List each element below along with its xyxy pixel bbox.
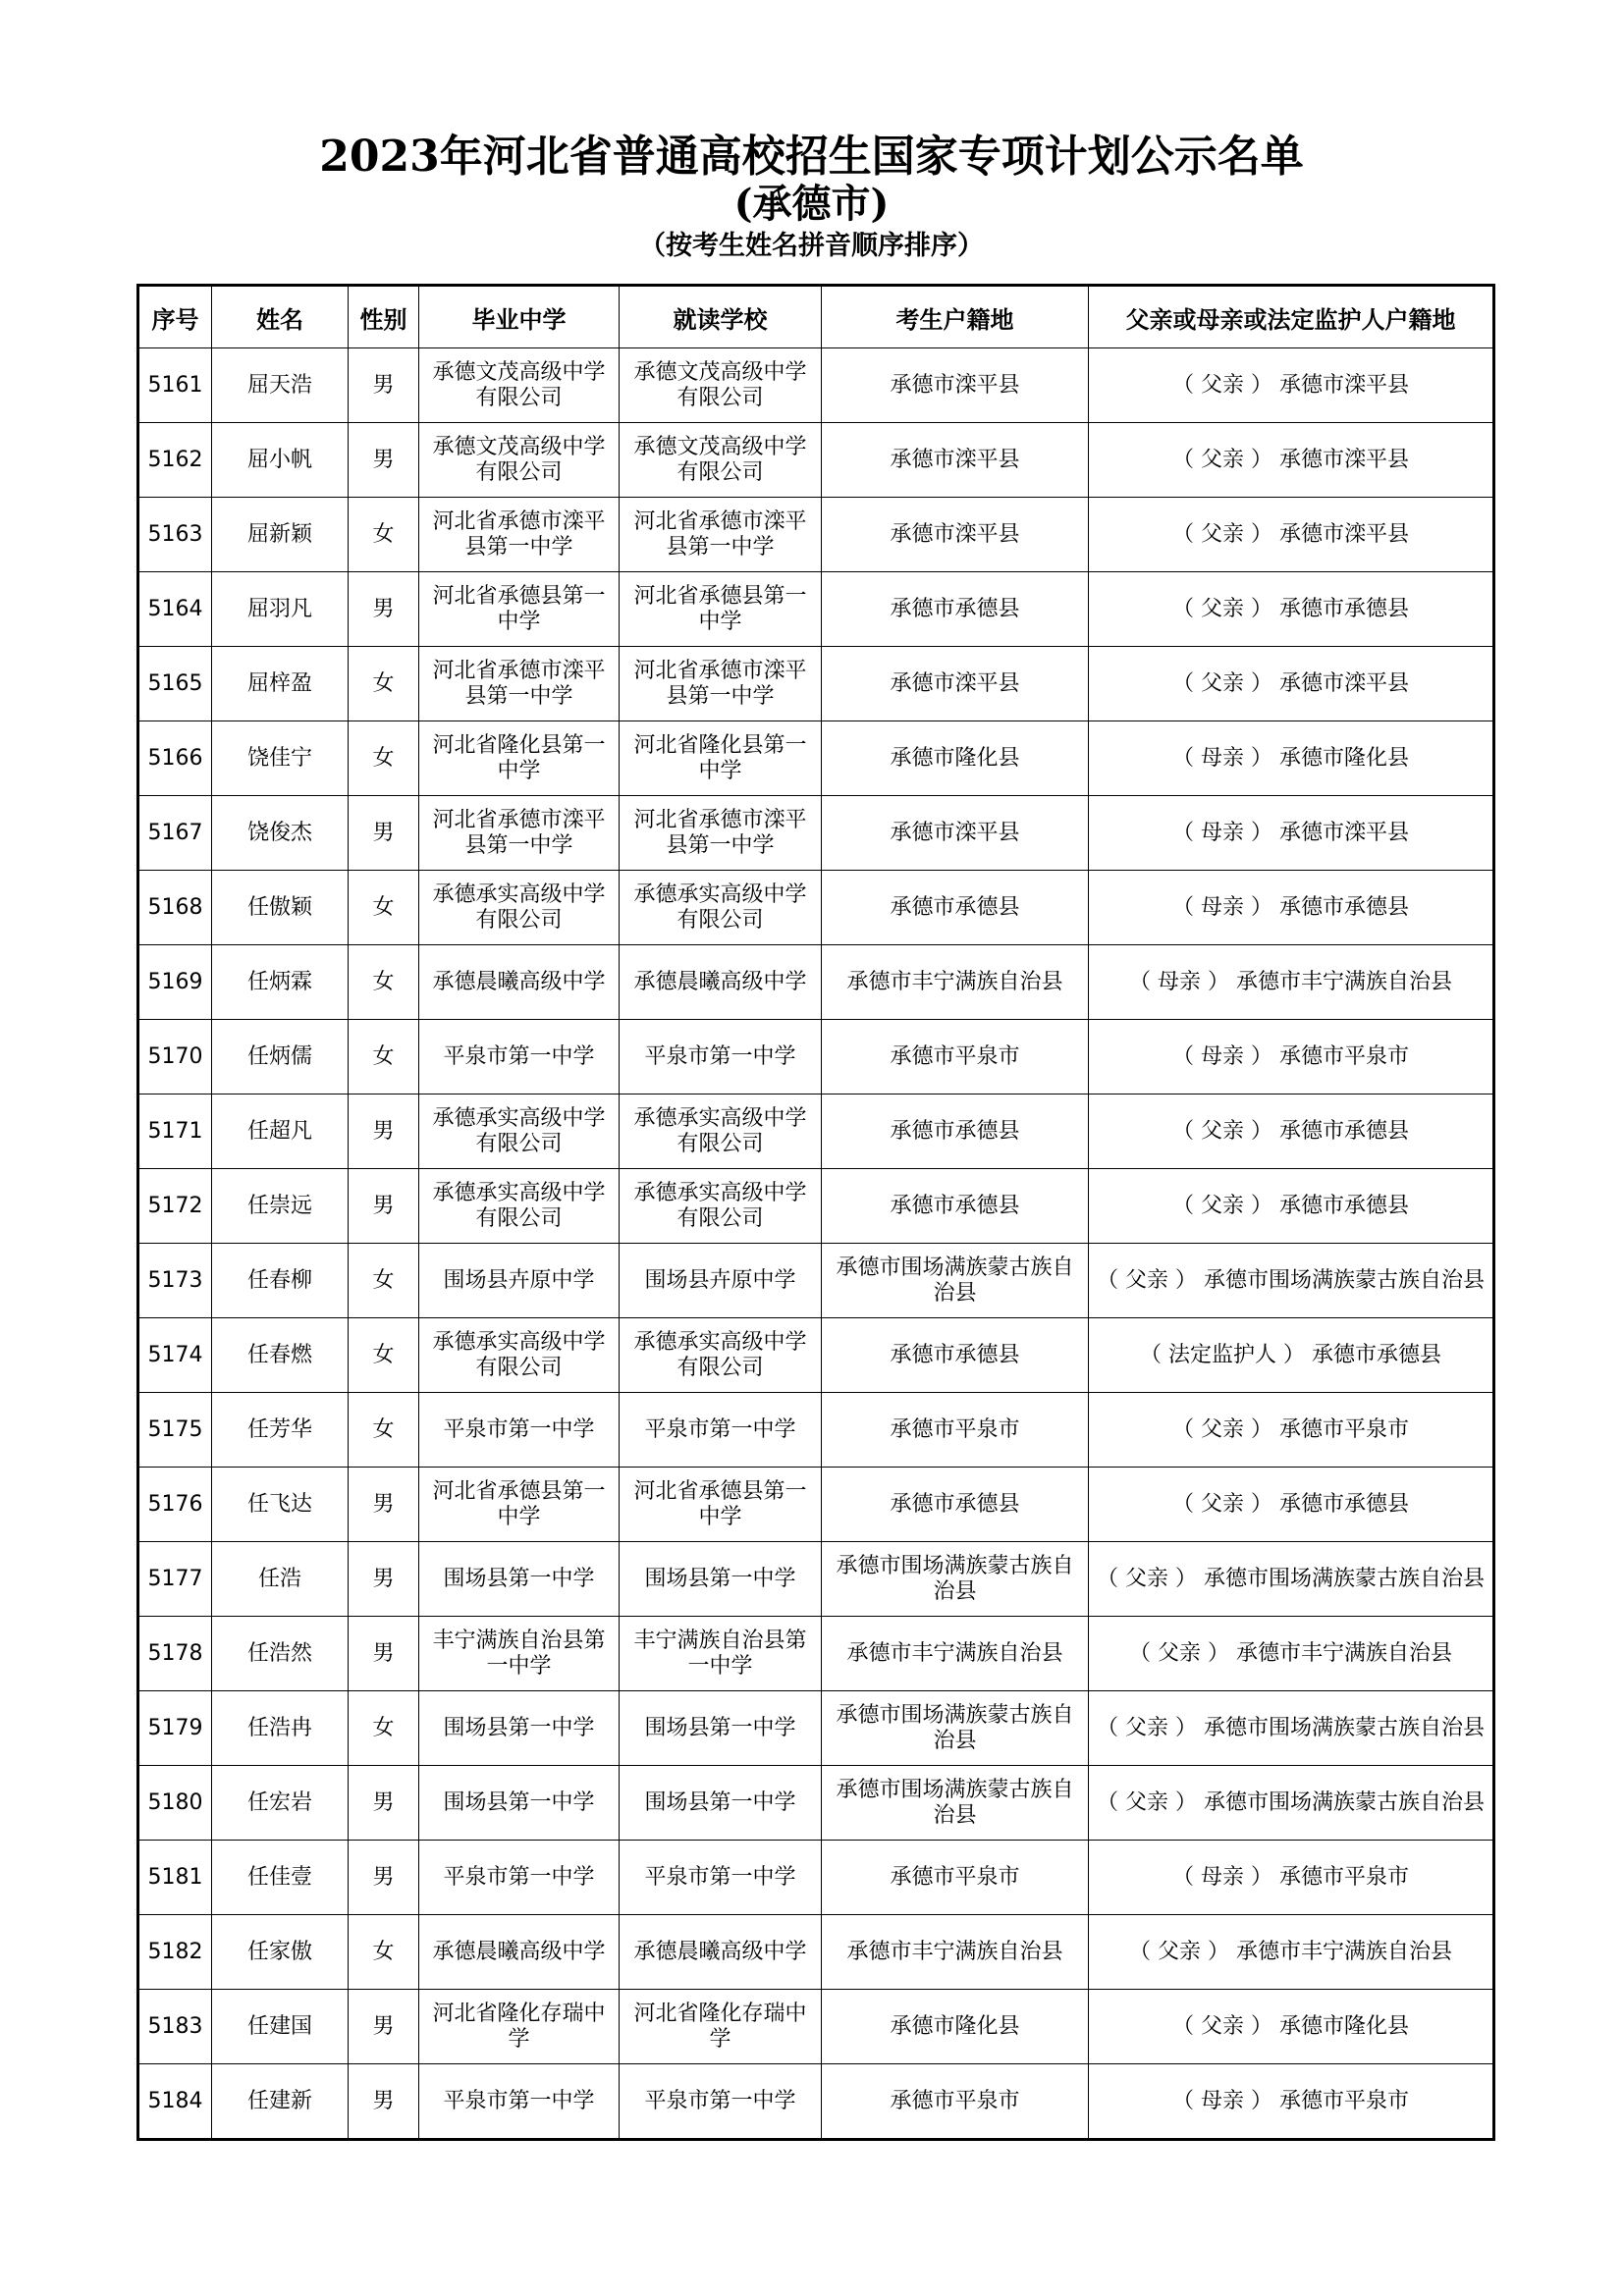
cell-seq: 5181 (138, 1841, 212, 1915)
cell-current-school: 河北省隆化存瑞中学 (620, 1990, 822, 2064)
cell-current-school: 围场县第一中学 (620, 1542, 822, 1617)
table-body (138, 348, 1494, 2140)
cell-hukou: 承德市丰宁满族自治县 (822, 1617, 1089, 1691)
cell-seq: 5164 (138, 572, 212, 647)
cell-parent-hukou: （ 父亲 ） 承德市滦平县 (1089, 423, 1494, 498)
cell-sex: 女 (349, 1691, 419, 1766)
cell-hukou: 承德市承德县 (822, 1468, 1089, 1542)
cell-seq: 5173 (138, 1244, 212, 1318)
cell-sex: 男 (349, 1542, 419, 1617)
table-row (138, 1841, 1494, 1915)
cell-grad-school: 丰宁满族自治县第一中学 (419, 1617, 620, 1691)
cell-name: 任建新 (212, 2064, 349, 2140)
cell-sex: 女 (349, 1915, 419, 1990)
cell-hukou: 承德市隆化县 (822, 721, 1089, 796)
column-header-hukou: 考生户籍地 (822, 286, 1089, 348)
cell-grad-school: 承德文茂高级中学有限公司 (419, 348, 620, 423)
cell-grad-school: 承德承实高级中学有限公司 (419, 1169, 620, 1244)
cell-parent-hukou: （ 母亲 ） 承德市滦平县 (1089, 796, 1494, 871)
table-row (138, 1244, 1494, 1318)
cell-grad-school: 河北省承德市滦平县第一中学 (419, 796, 620, 871)
cell-seq: 5184 (138, 2064, 212, 2140)
cell-hukou: 承德市承德县 (822, 1169, 1089, 1244)
cell-current-school: 围场县第一中学 (620, 1691, 822, 1766)
cell-grad-school: 河北省隆化县第一中学 (419, 721, 620, 796)
cell-current-school: 河北省承德市滦平县第一中学 (620, 498, 822, 572)
table-row (138, 1617, 1494, 1691)
cell-parent-hukou: （ 母亲 ） 承德市平泉市 (1089, 1020, 1494, 1095)
cell-current-school: 平泉市第一中学 (620, 1841, 822, 1915)
cell-sex: 男 (349, 2064, 419, 2140)
cell-grad-school: 承德承实高级中学有限公司 (419, 1318, 620, 1393)
table-row (138, 1766, 1494, 1841)
cell-hukou: 承德市围场满族蒙古族自治县 (822, 1766, 1089, 1841)
cell-parent-hukou: （ 父亲 ） 承德市承德县 (1089, 1095, 1494, 1169)
cell-name: 饶俊杰 (212, 796, 349, 871)
cell-hukou: 承德市平泉市 (822, 2064, 1089, 2140)
cell-hukou: 承德市滦平县 (822, 348, 1089, 423)
cell-hukou: 承德市围场满族蒙古族自治县 (822, 1542, 1089, 1617)
cell-sex: 女 (349, 498, 419, 572)
cell-grad-school: 承德晨曦高级中学 (419, 1915, 620, 1990)
cell-parent-hukou: （ 母亲 ） 承德市平泉市 (1089, 1841, 1494, 1915)
cell-current-school: 承德晨曦高级中学 (620, 1915, 822, 1990)
cell-name: 任浩然 (212, 1617, 349, 1691)
cell-current-school: 平泉市第一中学 (620, 2064, 822, 2140)
cell-seq: 5171 (138, 1095, 212, 1169)
page-subtitle: (承德市) (733, 181, 890, 227)
cell-sex: 男 (349, 1617, 419, 1691)
column-header-name: 姓名 (212, 286, 349, 348)
cell-hukou: 承德市承德县 (822, 1318, 1089, 1393)
cell-sex: 女 (349, 647, 419, 721)
cell-sex: 男 (349, 1841, 419, 1915)
cell-hukou: 承德市丰宁满族自治县 (822, 945, 1089, 1020)
cell-seq: 5178 (138, 1617, 212, 1691)
column-header-current-school: 就读学校 (620, 286, 822, 348)
cell-sex: 女 (349, 1318, 419, 1393)
cell-sex: 女 (349, 945, 419, 1020)
candidate-table (136, 284, 1495, 2141)
cell-seq: 5165 (138, 647, 212, 721)
table-row (138, 1393, 1494, 1468)
cell-hukou: 承德市承德县 (822, 1095, 1089, 1169)
cell-grad-school: 河北省承德县第一中学 (419, 572, 620, 647)
cell-seq: 5170 (138, 1020, 212, 1095)
cell-hukou: 承德市滦平县 (822, 423, 1089, 498)
cell-grad-school: 河北省承德县第一中学 (419, 1468, 620, 1542)
cell-hukou: 承德市滦平县 (822, 647, 1089, 721)
cell-sex: 男 (349, 1169, 419, 1244)
cell-seq: 5172 (138, 1169, 212, 1244)
table-row (138, 647, 1494, 721)
cell-sex: 男 (349, 572, 419, 647)
cell-hukou: 承德市平泉市 (822, 1020, 1089, 1095)
cell-name: 任芳华 (212, 1393, 349, 1468)
cell-seq: 5166 (138, 721, 212, 796)
cell-grad-school: 平泉市第一中学 (419, 2064, 620, 2140)
cell-grad-school: 河北省承德市滦平县第一中学 (419, 498, 620, 572)
cell-seq: 5161 (138, 348, 212, 423)
cell-parent-hukou: （ 母亲 ） 承德市平泉市 (1089, 2064, 1494, 2140)
cell-grad-school: 平泉市第一中学 (419, 1393, 620, 1468)
cell-name: 任傲颖 (212, 871, 349, 945)
cell-current-school: 围场县卉原中学 (620, 1244, 822, 1318)
cell-current-school: 河北省隆化县第一中学 (620, 721, 822, 796)
cell-parent-hukou: （ 母亲 ） 承德市丰宁满族自治县 (1089, 945, 1494, 1020)
table-row (138, 572, 1494, 647)
cell-grad-school: 平泉市第一中学 (419, 1841, 620, 1915)
cell-name: 任超凡 (212, 1095, 349, 1169)
cell-current-school: 承德晨曦高级中学 (620, 945, 822, 1020)
cell-seq: 5182 (138, 1915, 212, 1990)
table-row (138, 721, 1494, 796)
cell-parent-hukou: （ 父亲 ） 承德市围场满族蒙古族自治县 (1089, 1766, 1494, 1841)
cell-parent-hukou: （ 父亲 ） 承德市滦平县 (1089, 348, 1494, 423)
cell-hukou: 承德市丰宁满族自治县 (822, 1915, 1089, 1990)
table-row (138, 796, 1494, 871)
cell-grad-school: 承德承实高级中学有限公司 (419, 1095, 620, 1169)
cell-name: 任春燃 (212, 1318, 349, 1393)
cell-seq: 5174 (138, 1318, 212, 1393)
cell-sex: 男 (349, 1468, 419, 1542)
cell-name: 任飞达 (212, 1468, 349, 1542)
cell-name: 任春柳 (212, 1244, 349, 1318)
cell-hukou: 承德市平泉市 (822, 1393, 1089, 1468)
cell-name: 屈羽凡 (212, 572, 349, 647)
table-row (138, 1095, 1494, 1169)
cell-sex: 女 (349, 721, 419, 796)
cell-grad-school: 承德晨曦高级中学 (419, 945, 620, 1020)
cell-parent-hukou: （ 父亲 ） 承德市隆化县 (1089, 1990, 1494, 2064)
cell-current-school: 承德承实高级中学有限公司 (620, 1095, 822, 1169)
cell-seq: 5162 (138, 423, 212, 498)
cell-parent-hukou: （ 父亲 ） 承德市滦平县 (1089, 647, 1494, 721)
cell-current-school: 围场县第一中学 (620, 1766, 822, 1841)
cell-name: 屈天浩 (212, 348, 349, 423)
cell-name: 任浩 (212, 1542, 349, 1617)
column-header-sex: 性别 (349, 286, 419, 348)
table-row (138, 2064, 1494, 2140)
cell-current-school: 承德承实高级中学有限公司 (620, 1318, 822, 1393)
sort-note: （按考生姓名拼音顺序排序） (639, 231, 984, 261)
cell-current-school: 承德文茂高级中学有限公司 (620, 423, 822, 498)
column-header-parent-hukou: 父亲或母亲或法定监护人户籍地 (1089, 286, 1494, 348)
cell-parent-hukou: （ 父亲 ） 承德市承德县 (1089, 1468, 1494, 1542)
cell-grad-school: 承德承实高级中学有限公司 (419, 871, 620, 945)
cell-sex: 女 (349, 871, 419, 945)
cell-name: 屈梓盈 (212, 647, 349, 721)
cell-parent-hukou: （ 法定监护人 ） 承德市承德县 (1089, 1318, 1494, 1393)
cell-parent-hukou: （ 父亲 ） 承德市丰宁满族自治县 (1089, 1617, 1494, 1691)
cell-parent-hukou: （ 父亲 ） 承德市平泉市 (1089, 1393, 1494, 1468)
cell-seq: 5168 (138, 871, 212, 945)
cell-parent-hukou: （ 父亲 ） 承德市围场满族蒙古族自治县 (1089, 1691, 1494, 1766)
cell-seq: 5167 (138, 796, 212, 871)
cell-name: 任崇远 (212, 1169, 349, 1244)
cell-parent-hukou: （ 父亲 ） 承德市滦平县 (1089, 498, 1494, 572)
cell-parent-hukou: （ 母亲 ） 承德市承德县 (1089, 871, 1494, 945)
cell-sex: 女 (349, 1244, 419, 1318)
cell-current-school: 平泉市第一中学 (620, 1393, 822, 1468)
cell-grad-school: 围场县第一中学 (419, 1766, 620, 1841)
cell-name: 屈新颖 (212, 498, 349, 572)
cell-current-school: 承德文茂高级中学有限公司 (620, 348, 822, 423)
table-row (138, 1169, 1494, 1244)
cell-name: 任佳壹 (212, 1841, 349, 1915)
cell-name: 屈小帆 (212, 423, 349, 498)
cell-seq: 5176 (138, 1468, 212, 1542)
cell-seq: 5177 (138, 1542, 212, 1617)
cell-sex: 男 (349, 1990, 419, 2064)
table-row (138, 1915, 1494, 1990)
cell-parent-hukou: （ 父亲 ） 承德市承德县 (1089, 572, 1494, 647)
cell-current-school: 河北省承德县第一中学 (620, 572, 822, 647)
cell-sex: 男 (349, 348, 419, 423)
cell-hukou: 承德市围场满族蒙古族自治县 (822, 1244, 1089, 1318)
cell-seq: 5169 (138, 945, 212, 1020)
cell-sex: 男 (349, 1766, 419, 1841)
cell-grad-school: 河北省隆化存瑞中学 (419, 1990, 620, 2064)
cell-current-school: 承德承实高级中学有限公司 (620, 1169, 822, 1244)
cell-seq: 5180 (138, 1766, 212, 1841)
cell-current-school: 河北省承德市滦平县第一中学 (620, 796, 822, 871)
column-header-grad-school: 毕业中学 (419, 286, 620, 348)
cell-current-school: 平泉市第一中学 (620, 1020, 822, 1095)
cell-seq: 5175 (138, 1393, 212, 1468)
cell-seq: 5163 (138, 498, 212, 572)
table-row (138, 871, 1494, 945)
cell-hukou: 承德市平泉市 (822, 1841, 1089, 1915)
table-row (138, 945, 1494, 1020)
cell-hukou: 承德市承德县 (822, 572, 1089, 647)
cell-name: 任宏岩 (212, 1766, 349, 1841)
table-row (138, 1318, 1494, 1393)
table-row (138, 1990, 1494, 2064)
cell-hukou: 承德市隆化县 (822, 1990, 1089, 2064)
page-title: 2023年河北省普通高校招生国家专项计划公示名单 (319, 132, 1304, 182)
cell-name: 任炳霖 (212, 945, 349, 1020)
table-row (138, 423, 1494, 498)
cell-sex: 女 (349, 1020, 419, 1095)
cell-hukou: 承德市承德县 (822, 871, 1089, 945)
cell-parent-hukou: （ 父亲 ） 承德市围场满族蒙古族自治县 (1089, 1542, 1494, 1617)
table-row (138, 498, 1494, 572)
table-header-row (138, 286, 1494, 348)
cell-current-school: 河北省承德市滦平县第一中学 (620, 647, 822, 721)
table-row (138, 1020, 1494, 1095)
cell-parent-hukou: （ 父亲 ） 承德市丰宁满族自治县 (1089, 1915, 1494, 1990)
cell-grad-school: 围场县第一中学 (419, 1542, 620, 1617)
cell-grad-school: 承德文茂高级中学有限公司 (419, 423, 620, 498)
cell-seq: 5183 (138, 1990, 212, 2064)
cell-sex: 女 (349, 1393, 419, 1468)
cell-name: 任家傲 (212, 1915, 349, 1990)
cell-name: 任建国 (212, 1990, 349, 2064)
cell-seq: 5179 (138, 1691, 212, 1766)
table-row (138, 348, 1494, 423)
table-row (138, 1542, 1494, 1617)
cell-parent-hukou: （ 父亲 ） 承德市承德县 (1089, 1169, 1494, 1244)
cell-grad-school: 围场县卉原中学 (419, 1244, 620, 1318)
cell-grad-school: 河北省承德市滦平县第一中学 (419, 647, 620, 721)
cell-sex: 男 (349, 423, 419, 498)
cell-hukou: 承德市围场满族蒙古族自治县 (822, 1691, 1089, 1766)
cell-name: 饶佳宁 (212, 721, 349, 796)
cell-parent-hukou: （ 母亲 ） 承德市隆化县 (1089, 721, 1494, 796)
cell-current-school: 丰宁满族自治县第一中学 (620, 1617, 822, 1691)
cell-current-school: 河北省承德县第一中学 (620, 1468, 822, 1542)
cell-name: 任炳儒 (212, 1020, 349, 1095)
cell-name: 任浩冉 (212, 1691, 349, 1766)
cell-sex: 男 (349, 1095, 419, 1169)
cell-grad-school: 平泉市第一中学 (419, 1020, 620, 1095)
table-row (138, 1468, 1494, 1542)
cell-parent-hukou: （ 父亲 ） 承德市围场满族蒙古族自治县 (1089, 1244, 1494, 1318)
table-row (138, 1691, 1494, 1766)
column-header-seq: 序号 (138, 286, 212, 348)
cell-grad-school: 围场县第一中学 (419, 1691, 620, 1766)
cell-current-school: 承德承实高级中学有限公司 (620, 871, 822, 945)
cell-sex: 男 (349, 796, 419, 871)
cell-hukou: 承德市滦平县 (822, 796, 1089, 871)
cell-hukou: 承德市滦平县 (822, 498, 1089, 572)
